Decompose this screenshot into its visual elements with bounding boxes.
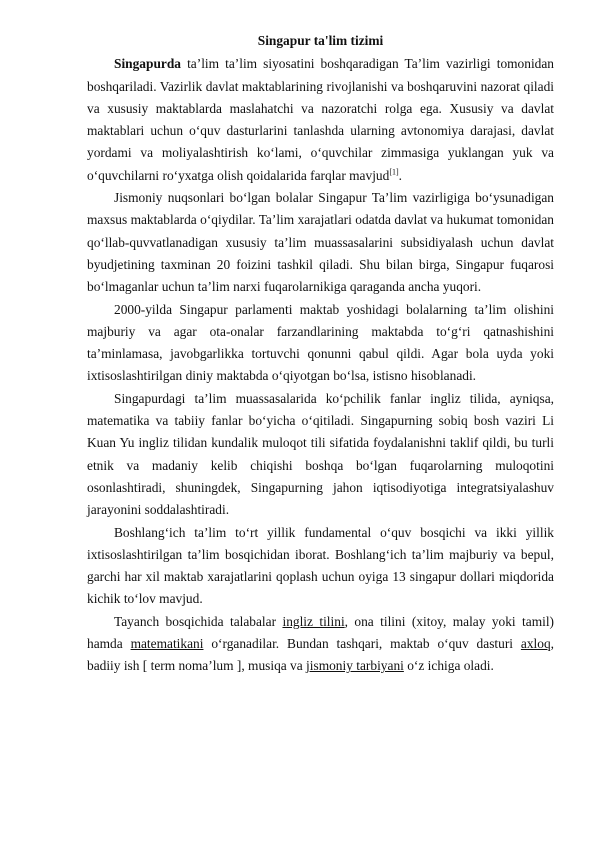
link-axloq[interactable]: axloq (520, 636, 551, 652)
paragraph-text: o‘z ichiga oladi. (403, 658, 494, 674)
paragraph-tail: . (398, 167, 402, 183)
paragraph-text: , badiiy ish [ term noma’lum ], musiqa va (87, 636, 554, 674)
paragraph-4: Singapurdagi ta’lim muassasalarida ko‘pchilik fanlar ingliz tilida, ayniqsa, matematika va tabiiy fanlar bo‘yicha o‘qitiladi. Singapurning sobiq bosh vaziri Li Kuan Yu ingliz tilidan kundalik muloqot tili sifatida foydalanishni taklif qildi, bu turli etnik va madaniy kelib chiqishi boshqa bo‘lgan fuqarolarning muloqotini osonlashtiradi, shuningdek, Singapurning jahon iqtisodiyotiga integratsiyalashuv jarayonini soddalashtiradi. (87, 390, 554, 518)
paragraph-3: 2000-yilda Singapur parlamenti maktab yoshidagi bolalarning ta’lim olishini majburiy va agar ota-onalar farzandlarining maktabda to‘g‘ri qatnashishini ta’minlamasa, javobgarlikka tortuvchi qonunni qabul qildi. Agar bola uyda yoki ixtisoslashtirilgan diniy maktabda o‘qiyotgan bo‘lsa, istisno hisoblanadi. (87, 301, 554, 384)
paragraph-2: Jismoniy nuqsonlari bo‘lgan bolalar Singapur Ta’lim vazirligiga bo‘ysunadigan maxsus maktablarda o‘qiydilar. Ta’lim xarajatlari odatda davlat va hukumat tomonidan qo‘llab-quvvatlanadigan xususiy ta’lim muassasalarini subsidiyalash uchun davlat byudjetining taxminan 20 foizini tashkil qiladi. Shu bilan birga, Singapur fuqarosi bo‘lmaganlar uchun ta’lim narxi fuqarolarnikiga qaraganda ancha yuqori. (87, 190, 554, 295)
paragraph-text: o‘rganadilar. Bundan tashqari, maktab o‘quv dasturi (203, 636, 521, 652)
paragraph-6 (87, 611, 554, 678)
paragraph-1 (87, 53, 554, 187)
paragraph-text: ta’lim ta’lim siyosatini boshqaradigan Ta’lim vazirligi tomonidan boshqariladi. Vazirlik davlat maktablarining rivojlanishi va boshqaruvini nazorat qiladi va xususiy maktablarda maslahatchi va nazoratchi rolga ega. Xususiy va davlat maktablari uchun o‘quv dasturlarini tanlashda ularning avtonomiya darajasi, davlat yordami va moliyalashtirish ko‘lami, o‘quvchilar zimmasiga yuklangan yuk va o‘quvchilarni ro‘yxatga olish qoidalarida farqlar mavjud (87, 56, 554, 183)
paragraph-text: , ona tilini (xitoy, malay yoki tamil) hamda (87, 613, 555, 652)
link-matematikani[interactable]: matematikani (130, 636, 204, 652)
paragraph-text: Tayanch bosqichida talabalar (114, 613, 283, 629)
document-page (87, 30, 554, 678)
link-ingliz-tilini[interactable]: ingliz tilini (282, 613, 345, 629)
page-title: Singapur ta'lim tizimi (257, 33, 384, 48)
link-jismoniy-tarbiyani[interactable]: jismoniy tarbiyani (306, 658, 404, 674)
paragraph-lead-word: Singapurda (114, 56, 181, 72)
paragraph-5: Boshlang‘ich ta’lim to‘rt yillik fundamental o‘quv bosqichi va ikki yillik ixtisoslashtirilgan ta’lim bosqichidan iborat. Boshlang‘ich ta’lim majburiy va bepul, garchi har xil maktab xarajatlarini qoplash uchun oyiga 13 singapur dollari miqdorida kichik to‘lov mavjud. (87, 524, 554, 607)
footnote-ref[interactable]: [1] (389, 167, 399, 177)
